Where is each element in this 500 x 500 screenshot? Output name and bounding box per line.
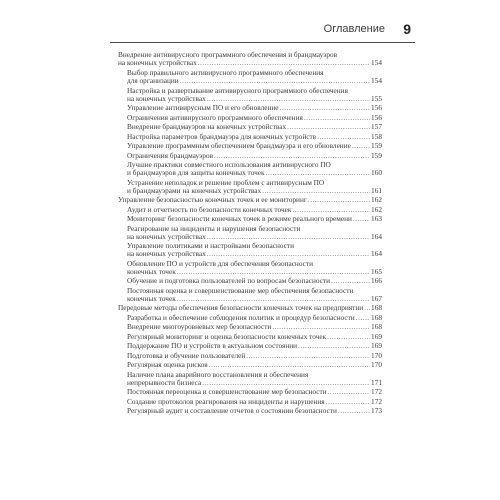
toc-entry-title: Ограничения брандмауэров <box>127 150 214 160</box>
dot-leader <box>202 379 370 387</box>
toc-page-number: 158 <box>371 131 382 141</box>
toc-entry-title: Создание протоколов реагирования на инциденты и нарушения <box>127 396 325 406</box>
toc-entry-row <box>127 250 382 258</box>
toc-entry-title: Внедрение брандмауэров на конечных устройствах <box>127 122 287 132</box>
toc-entry-title: Настройка параметров брандмауэра для конечных устройств <box>127 131 317 141</box>
toc-page-number: 162 <box>371 195 382 205</box>
toc-entry-title: для организации <box>127 76 179 86</box>
dot-leader <box>308 196 370 204</box>
toc-entry-title-line1: Устранение неполадок и решение проблем с антивирусным ПО <box>127 178 325 187</box>
toc-entry-title: Внедрение многоуровневых мер безопасности <box>127 322 272 332</box>
toc-entry[interactable] <box>118 87 382 103</box>
toc-entry-row <box>127 314 382 322</box>
toc-entry-title: Поддержание ПО и устройств в актуальном состоянии <box>127 341 298 351</box>
dot-leader <box>352 142 370 150</box>
toc-page-number: 163 <box>371 214 382 224</box>
toc-entry[interactable] <box>118 142 382 150</box>
dot-leader <box>207 95 370 103</box>
dot-leader <box>317 133 370 141</box>
toc-entry-row <box>127 123 382 131</box>
toc-entry-row <box>127 142 382 150</box>
toc-entry[interactable] <box>118 104 382 112</box>
toc-page-number: 173 <box>371 406 382 416</box>
toc-entry-title-line1: Реагирование на инциденты и нарушения безопасности <box>127 224 301 233</box>
toc-page-number: 170 <box>371 360 382 370</box>
toc-entry-title-line1: Управление политиками и настройками безопасности <box>127 242 295 251</box>
toc-page-number: 162 <box>371 204 382 214</box>
toc-entry-row <box>127 169 382 177</box>
toc-entry[interactable] <box>118 69 382 85</box>
toc-entry[interactable] <box>118 196 382 204</box>
toc-entry-row <box>127 104 382 112</box>
toc-entry-title-line1: Наличие плана аварийного восстановления и обеспечения <box>127 370 309 379</box>
toc-entry[interactable] <box>118 352 382 360</box>
dot-leader <box>327 333 370 341</box>
dot-leader <box>180 77 370 85</box>
toc-entry-title: Обучение и подготовка пользователей по вопросам безопасности <box>127 276 331 286</box>
toc-page-number: 169 <box>371 331 382 341</box>
toc-entry-row <box>127 152 382 160</box>
toc-entry[interactable] <box>118 287 382 303</box>
toc-page-number: 154 <box>371 58 382 68</box>
toc-entry[interactable] <box>118 206 382 214</box>
toc-page-number: 172 <box>371 396 382 406</box>
toc-entry-row <box>127 342 382 350</box>
toc-entry[interactable] <box>118 260 382 276</box>
dot-leader <box>304 114 370 122</box>
toc-entry-title: на конечных устройствах <box>127 93 206 103</box>
toc-page-number: 156 <box>371 103 382 113</box>
toc-entry[interactable] <box>118 398 382 406</box>
toc-entry-title: и брандмауэрами на конечных устройствах <box>127 185 262 195</box>
toc-entry-row <box>127 361 382 369</box>
toc-page-number: 161 <box>371 185 382 195</box>
toc-page-number: 168 <box>371 322 382 332</box>
toc-entry-row <box>127 323 382 331</box>
toc-entry[interactable] <box>118 277 382 285</box>
toc-entry-title: непрерывности бизнеса <box>127 377 202 387</box>
toc-entry-title: Ограничения антивирусного программного обеспечения <box>127 112 303 122</box>
toc-page-number: 159 <box>371 141 382 151</box>
toc-page-number: 165 <box>371 266 382 276</box>
toc-entry-row <box>127 277 382 285</box>
toc-entry-title: Подготовка и обучение пользователей <box>127 350 246 360</box>
toc-entry-title: и брандмауэров для защиты конечных точек <box>127 168 265 178</box>
toc-entry-title: конечных точек <box>127 266 176 276</box>
toc-page-number: 166 <box>371 276 382 286</box>
toc-entry[interactable] <box>118 388 382 396</box>
toc-page-number: 156 <box>371 112 382 122</box>
toc-entry-row <box>127 233 382 241</box>
toc-entry-title-line1: Внедрение антивирусного программного обеспечения и брандмауэров <box>118 51 338 60</box>
toc-entry-title: Мониторинг безопасности конечных точек в режиме реального времени <box>127 214 352 224</box>
toc-entry-row <box>127 95 382 103</box>
toc-entry-row <box>127 206 382 214</box>
toc-entry-title: Регулярный мониторинг и оценка безопасности конечных точек <box>127 331 327 341</box>
toc-page-number: 172 <box>371 387 382 397</box>
toc-page-number: 164 <box>371 249 382 259</box>
toc-page-number: 160 <box>371 168 382 178</box>
toc-entry-row <box>127 388 382 396</box>
toc-entry[interactable] <box>118 114 382 122</box>
toc-entry-row <box>127 398 382 406</box>
dot-leader <box>328 388 370 396</box>
dot-leader <box>298 342 370 350</box>
dot-leader <box>207 233 370 241</box>
dot-leader <box>356 314 370 322</box>
toc-entry-title: Регулярная оценка рисков <box>127 360 208 370</box>
toc-page-number: 170 <box>371 350 382 360</box>
toc-entry[interactable] <box>118 342 382 350</box>
dot-leader <box>177 268 370 276</box>
toc-page-number: 168 <box>371 303 382 313</box>
toc-entry-title-line1: Настройка и развертывание антивирусного программного обеспечения <box>127 86 348 95</box>
toc-entry[interactable] <box>118 215 382 223</box>
toc-entry-row <box>127 114 382 122</box>
toc-page-number: 168 <box>371 312 382 322</box>
toc-entry[interactable] <box>118 323 382 331</box>
toc-entry-row <box>118 304 382 312</box>
toc-entry-row <box>127 352 382 360</box>
dot-leader <box>338 407 370 415</box>
toc-entry[interactable] <box>118 225 382 241</box>
toc-entry[interactable] <box>118 152 382 160</box>
page-header <box>110 22 415 40</box>
toc-entry-row <box>127 379 382 387</box>
dot-leader <box>353 215 370 223</box>
toc-entry-title-line1: Лучшие практики совместного использования антивирусного ПО <box>127 161 331 170</box>
toc-entry-title-line1: Постоянная оценка и совершенствование мер обеспечения безопасности <box>127 286 354 295</box>
running-title: Оглавление <box>323 23 385 35</box>
toc-page-number: 159 <box>371 150 382 160</box>
toc-entry-row <box>127 187 382 195</box>
toc-entry-title: Управление безопасностью конечных точек и ее мониторинг <box>118 195 307 205</box>
dot-leader <box>266 169 370 177</box>
dot-leader <box>280 104 371 112</box>
toc-entry[interactable] <box>118 314 382 322</box>
dot-leader <box>292 206 370 214</box>
toc-entry[interactable] <box>118 333 382 341</box>
dot-leader <box>262 187 370 195</box>
toc-entry-title: Постоянная переоценка и совершенствование мер безопасности <box>127 387 327 397</box>
toc-page-number: 154 <box>371 76 382 86</box>
toc-entry-title: на конечных устройствах <box>127 249 206 259</box>
toc-page-number: 157 <box>371 122 382 132</box>
page-number: 9 <box>403 21 411 37</box>
toc-entry-title: Управление программным обеспечением брандмауэра и его обновление <box>127 141 351 151</box>
toc-entry-row <box>127 333 382 341</box>
dot-leader <box>364 304 370 312</box>
toc-entry[interactable] <box>118 179 382 195</box>
toc-entry-row <box>118 196 382 204</box>
toc-page-number: 169 <box>371 341 382 351</box>
toc-entry[interactable] <box>118 371 382 387</box>
toc-entry[interactable] <box>118 304 382 312</box>
toc-page-number: 167 <box>371 293 382 303</box>
toc-page-number: 171 <box>371 377 382 387</box>
toc-entry-row <box>127 133 382 141</box>
toc-entry-row <box>127 215 382 223</box>
toc-entry-title: Аудит и отчетность по безопасности конечных точек <box>127 204 292 214</box>
dot-leader <box>246 352 370 360</box>
toc-entry-title: Разработка и обеспечение соблюдения политик и процедур безопасности <box>127 312 355 322</box>
dot-leader <box>198 59 370 67</box>
toc-page-number: 155 <box>371 93 382 103</box>
toc-entry[interactable] <box>118 123 382 131</box>
toc-entry-title-line1: Обновление ПО и устройств для обеспечения безопасности <box>127 259 313 268</box>
toc-entry-title-line1: Выбор правильного антивирусного программного обеспечения <box>127 68 324 77</box>
toc-entry[interactable] <box>118 161 382 177</box>
toc-entry[interactable] <box>118 242 382 258</box>
toc-entry-row <box>127 268 382 276</box>
toc-entry[interactable] <box>118 407 382 415</box>
dot-leader <box>214 152 370 160</box>
toc-entry-row <box>127 77 382 85</box>
toc-entry-title: конечных точек <box>127 293 176 303</box>
toc-entry-title: на конечных устройствах <box>118 58 197 68</box>
toc-entry-row <box>127 295 382 303</box>
dot-leader <box>209 361 370 369</box>
toc-entry[interactable] <box>118 361 382 369</box>
dot-leader <box>287 123 370 131</box>
toc-entry-row <box>127 407 382 415</box>
dot-leader <box>207 250 370 258</box>
toc-entry[interactable] <box>118 51 382 67</box>
toc-entry-title: Передовые методы обеспечения безопасности конечных точек на предприятии <box>118 303 364 313</box>
toc-entry[interactable] <box>118 133 382 141</box>
toc-entry-title: Управление антивирусным ПО и его обновление <box>127 103 279 113</box>
table-of-contents <box>118 51 382 417</box>
toc-entry-title: Регулярный аудит и составление отчетов о состоянии безопасности <box>127 406 337 416</box>
dot-leader <box>331 277 370 285</box>
dot-leader <box>177 295 370 303</box>
dot-leader <box>272 323 370 331</box>
dot-leader <box>326 398 370 406</box>
toc-page-number: 164 <box>371 231 382 241</box>
header-rule <box>110 42 415 43</box>
toc-entry-row <box>118 59 382 67</box>
toc-entry-title: на конечных устройствах <box>127 231 206 241</box>
